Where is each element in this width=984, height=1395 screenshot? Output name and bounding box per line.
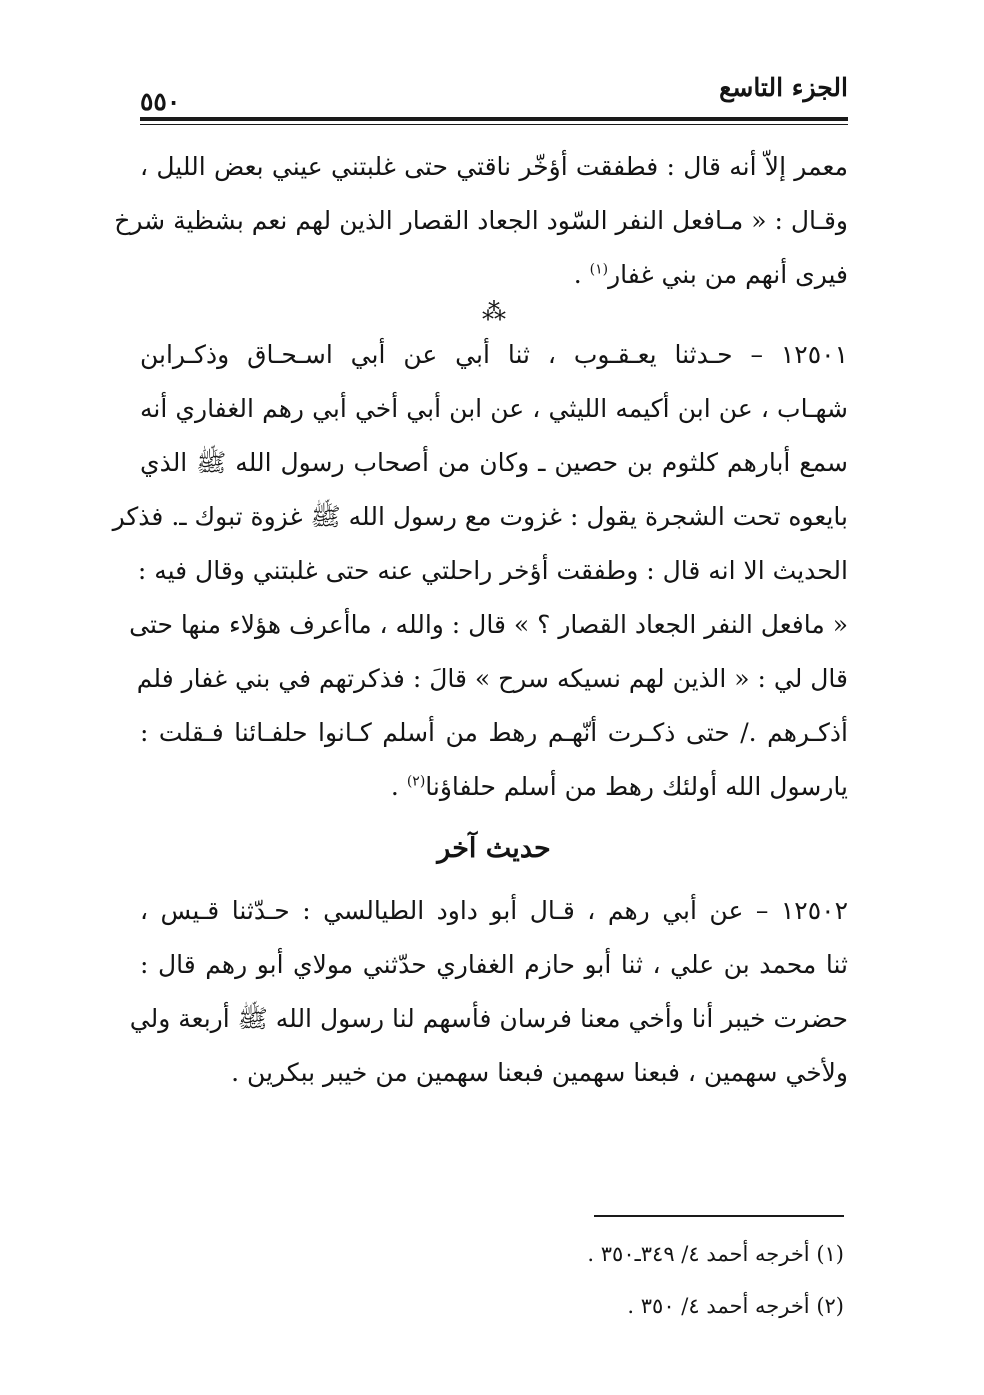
text-line-content: فيرى أنهم من بني غفار — [608, 260, 848, 289]
text-line: قال لي : « الذين لهم نسيكه سرح » قالَ : فذكرتهم في بني غفار فلم — [136, 664, 848, 693]
text-line: حضرت خيبر أنا وأخي معنا فرسان فأسهم لنا رسول الله ﷺ أربعة ولي — [129, 1004, 848, 1033]
text-line — [140, 248, 848, 302]
section-heading: حديث آخر — [437, 833, 551, 864]
text-line: معمر إلاّ أنه قال : فطفقت أؤخّر ناقتي حتى غلبتني عيني بعض الليل ، — [140, 152, 848, 181]
page-number: ٥٥٠ — [140, 87, 181, 116]
footnote-ref: (٢) — [406, 773, 426, 790]
separator-ornament: ⁂ — [482, 298, 506, 326]
text-line: وقـال : « مـافعل النفر السّود الجعاد القصار الذين لهم نعم بشظية شرخ — [114, 206, 848, 235]
text-line: سمع أبارهم كلثوم بن حصين ـ وكان من أصحاب رسول الله ﷺ الذي — [140, 448, 848, 477]
main-text — [112, 140, 848, 1100]
line-end: . — [390, 772, 407, 801]
footnote-2: (٢) أخرجه أحمد ٤/ ٣٥٠ . — [627, 1294, 844, 1318]
text-line: ثنا محمد بن علي ، ثنا أبو حازم الغفاري حدّثني مولاي أبو رهم قال : — [140, 950, 848, 979]
text-line — [140, 760, 848, 814]
text-line: « مافعل النفر الجعاد القصار ؟ » قال : والله ، ماأعرف هؤلاء منها حتى — [129, 610, 848, 639]
footnote-1: (١) أخرجه أحمد ٤/ ٣٤٩ـ٣٥٠ . — [587, 1242, 844, 1266]
text-line: ولأخي سهمين ، فبعنا سهمين فبعنا سهمين من خيبر ببكرين . — [231, 1058, 848, 1087]
footnote-separator — [594, 1215, 844, 1217]
text-line: ١٢٥٠٢ – عن أبي رهم ، قـال أبو داود الطيالسي : حـدّثنا قـيس ، — [140, 896, 848, 925]
header-rule-thin — [140, 124, 848, 125]
footnote-ref: (١) — [589, 261, 609, 278]
header-rule-thick — [140, 117, 848, 121]
page-header — [140, 62, 848, 116]
text-line: بايعوه تحت الشجرة يقول : غزوت مع رسول الله ﷺ غزوة تبوك ـ. فذكر — [112, 502, 848, 531]
text-line: أذكـرهم ./ حتى ذكـرت أنّهـم رهط من أسلم كـانوا حلفـائنا فـقلت : — [140, 718, 848, 747]
text-line: ١٢٥٠١ – حـدثنا يعـقـوب ، ثنا أبي عن أبي اسـحـاق وذكـرابن — [140, 340, 848, 369]
running-title: الجزء التاسع — [719, 73, 848, 102]
text-line-content: يارسول الله أولئك رهط من أسلم حلفاؤنا — [425, 772, 848, 801]
line-end: . — [573, 260, 590, 289]
text-line: شهـاب ، عن ابن أكيمه الليثي ، عن ابن أبي أخي أبي رهم الغفاري أنه — [140, 394, 848, 423]
text-line: الحديث الا انه قال : وطفقت أؤخر راحلتي عنه حتى غلبتني وقال فيه : — [137, 556, 848, 585]
footnotes — [136, 1228, 844, 1332]
